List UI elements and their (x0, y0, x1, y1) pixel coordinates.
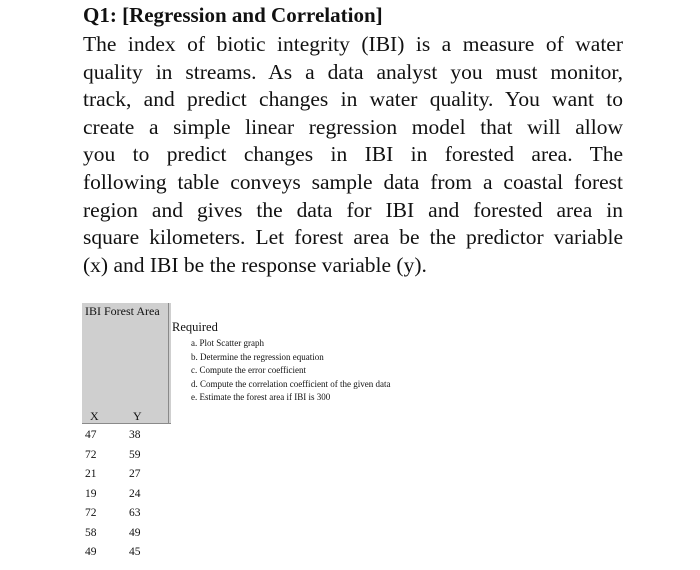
table-row (82, 446, 172, 466)
table-row (82, 504, 172, 524)
column-header-x: X (90, 409, 99, 423)
cell-x: 58 (85, 526, 97, 539)
cell-y: 63 (129, 507, 141, 519)
required-item: b. Determine the regression equation (191, 351, 324, 362)
table-divider (168, 303, 169, 424)
cell-y: 24 (129, 487, 141, 500)
cell-y: 38 (129, 429, 141, 441)
table-row (82, 465, 172, 485)
paragraph-line: you to predict changes in IBI in forested area. The (83, 142, 623, 167)
cell-x: 72 (85, 448, 97, 461)
paragraph-line: quality in streams. As a data analyst you must monitor, (83, 59, 623, 84)
paragraph-line: region and gives the data for IBI and forested area in (83, 197, 623, 222)
table-row (82, 426, 172, 446)
table-row (82, 485, 172, 505)
cell-x: 19 (85, 487, 97, 500)
column-header-y: Y (133, 409, 142, 423)
cell-x: 49 (85, 546, 97, 558)
paragraph-line: square kilometers. Let forest area be the predictor variable (83, 225, 623, 250)
cell-x: 72 (85, 507, 97, 519)
question-paragraph (83, 31, 623, 279)
required-item: a. Plot Scatter graph (191, 338, 264, 348)
required-item: e. Estimate the forest area if IBI is 300 (191, 392, 331, 403)
cell-y: 59 (129, 448, 141, 461)
paragraph-line: The index of biotic integrity (IBI) is a measure of water (83, 32, 623, 56)
required-list (191, 337, 391, 405)
table-row (82, 524, 172, 544)
table-divider (82, 423, 171, 424)
paragraph-line: create a simple linear regression model that will allow (83, 114, 623, 139)
required-item: d. Compute the correlation coefficient of the given data (191, 378, 391, 389)
cell-y: 27 (129, 468, 141, 480)
table-title: IBI Forest Area (85, 304, 160, 318)
required-title: Required (172, 320, 218, 334)
cell-y: 45 (129, 546, 141, 558)
data-table-header (82, 303, 171, 424)
paragraph-line: following table conveys sample data from a coastal forest (83, 169, 623, 194)
table-row (82, 543, 172, 563)
paragraph-line: track, and predict changes in water quality. You want to (83, 87, 623, 112)
cell-x: 47 (85, 429, 97, 441)
cell-x: 21 (85, 468, 97, 480)
cell-y: 49 (129, 526, 141, 539)
data-table-body (82, 426, 172, 563)
paragraph-line: (x) and IBI be the response variable (y). (83, 252, 427, 277)
question-heading: Q1: [Regression and Correlation] (83, 3, 383, 27)
required-item: c. Compute the error coefficient (191, 365, 307, 376)
